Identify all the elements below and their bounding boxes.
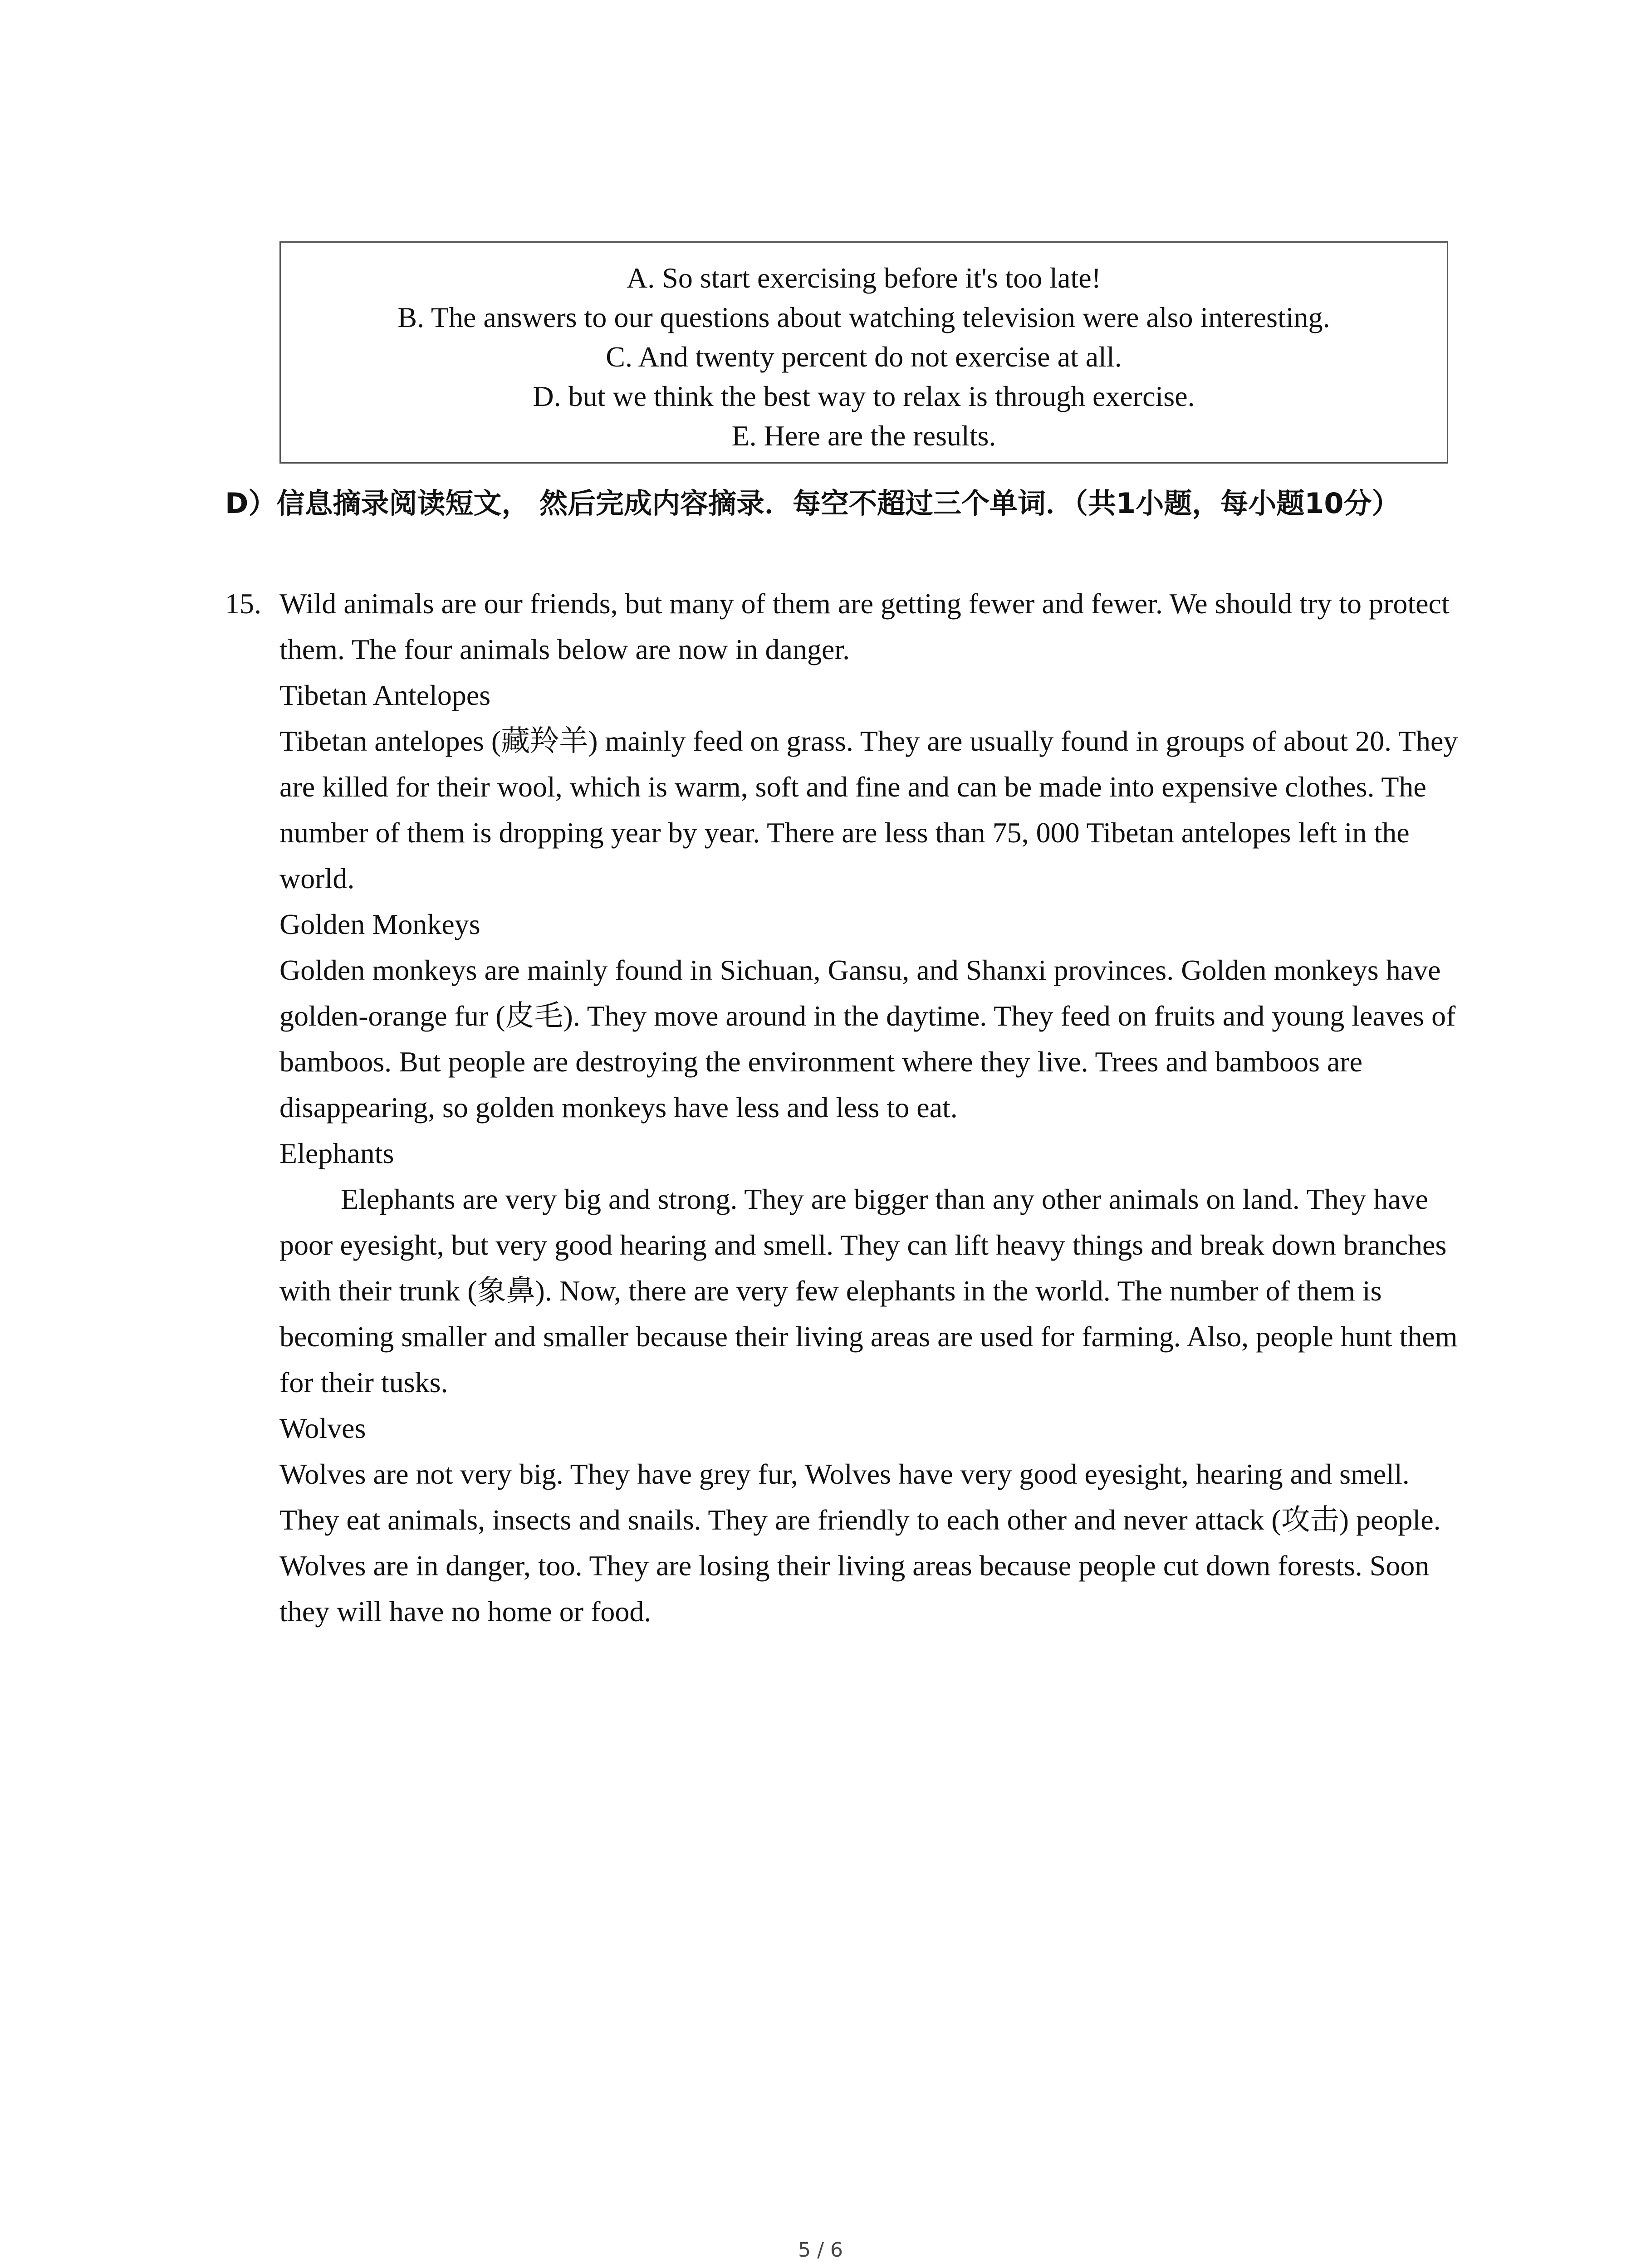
option-e: E. Here are the results.	[731, 420, 996, 452]
section-text-wolves: Wolves are not very big. They have grey fur, Wolves have very good eyesight, hearing and smell. They eat animals, insects and snails. They are friendly to each other and never attack (攻击) people. Wolves are in danger, too. They are losing their living areas because people cut down forests. Soon they will have no home or food.	[279, 1458, 1441, 1628]
option-d: D. but we think the best way to relax is through exercise.	[533, 380, 1195, 412]
option-b: B. The answers to our questions about watching television were also interesting.	[397, 301, 1330, 333]
section-heading: D）信息摘录阅读短文， 然后完成内容摘录．每空不超过三个单词．（共1小题，每小题10分）	[225, 487, 1400, 520]
question-intro: Wild animals are our friends, but many of them are getting fewer and fewer. We should try to protect them. The four animals below are now in danger.	[279, 587, 1450, 665]
page-number: 5 / 6	[798, 2239, 843, 2262]
question-number: 15.	[225, 587, 261, 620]
section-text-elephants: Elephants are very big and strong. They are bigger than any other animals on land. They have poor eyesight, but very good hearing and smell. They can lift heavy things and break down branches with their trunk (象鼻). Now, there are very few elephants in the world. The number of them is becoming smaller and smaller because their living areas are used for farming. Also, people hunt them for their tusks.	[279, 1183, 1458, 1398]
section-title-elephants: Elephants	[279, 1137, 394, 1169]
section-text-golden-monkeys: Golden monkeys are mainly found in Sichuan, Gansu, and Shanxi provinces. Golden monkeys have golden-orange fur (皮毛). They move around in the daytime. They feed on fruits and young leaves of bamboos. But people are destroying the environment where they live. Trees and bamboos are disappearing, so golden monkeys have less and less to eat.	[279, 954, 1456, 1124]
section-title-tibetan-antelopes: Tibetan Antelopes	[279, 679, 491, 711]
option-a: A. So start exercising before it's too late!	[627, 262, 1101, 294]
section-text-tibetan-antelopes: Tibetan antelopes (藏羚羊) mainly feed on grass. They are usually found in groups of about 20. They are killed for their wool, which is warm, soft and fine and can be made into expensive clothes. The number of them is dropping year by year. There are less than 75, 000 Tibetan antelopes left in the world.	[279, 725, 1458, 894]
question-15	[225, 581, 1459, 1634]
section-title-wolves: Wolves	[279, 1412, 366, 1444]
question-body	[279, 581, 1459, 1634]
options-box	[279, 241, 1448, 464]
option-c: C. And twenty percent do not exercise at all.	[606, 341, 1122, 373]
section-title-golden-monkeys: Golden Monkeys	[279, 908, 480, 940]
